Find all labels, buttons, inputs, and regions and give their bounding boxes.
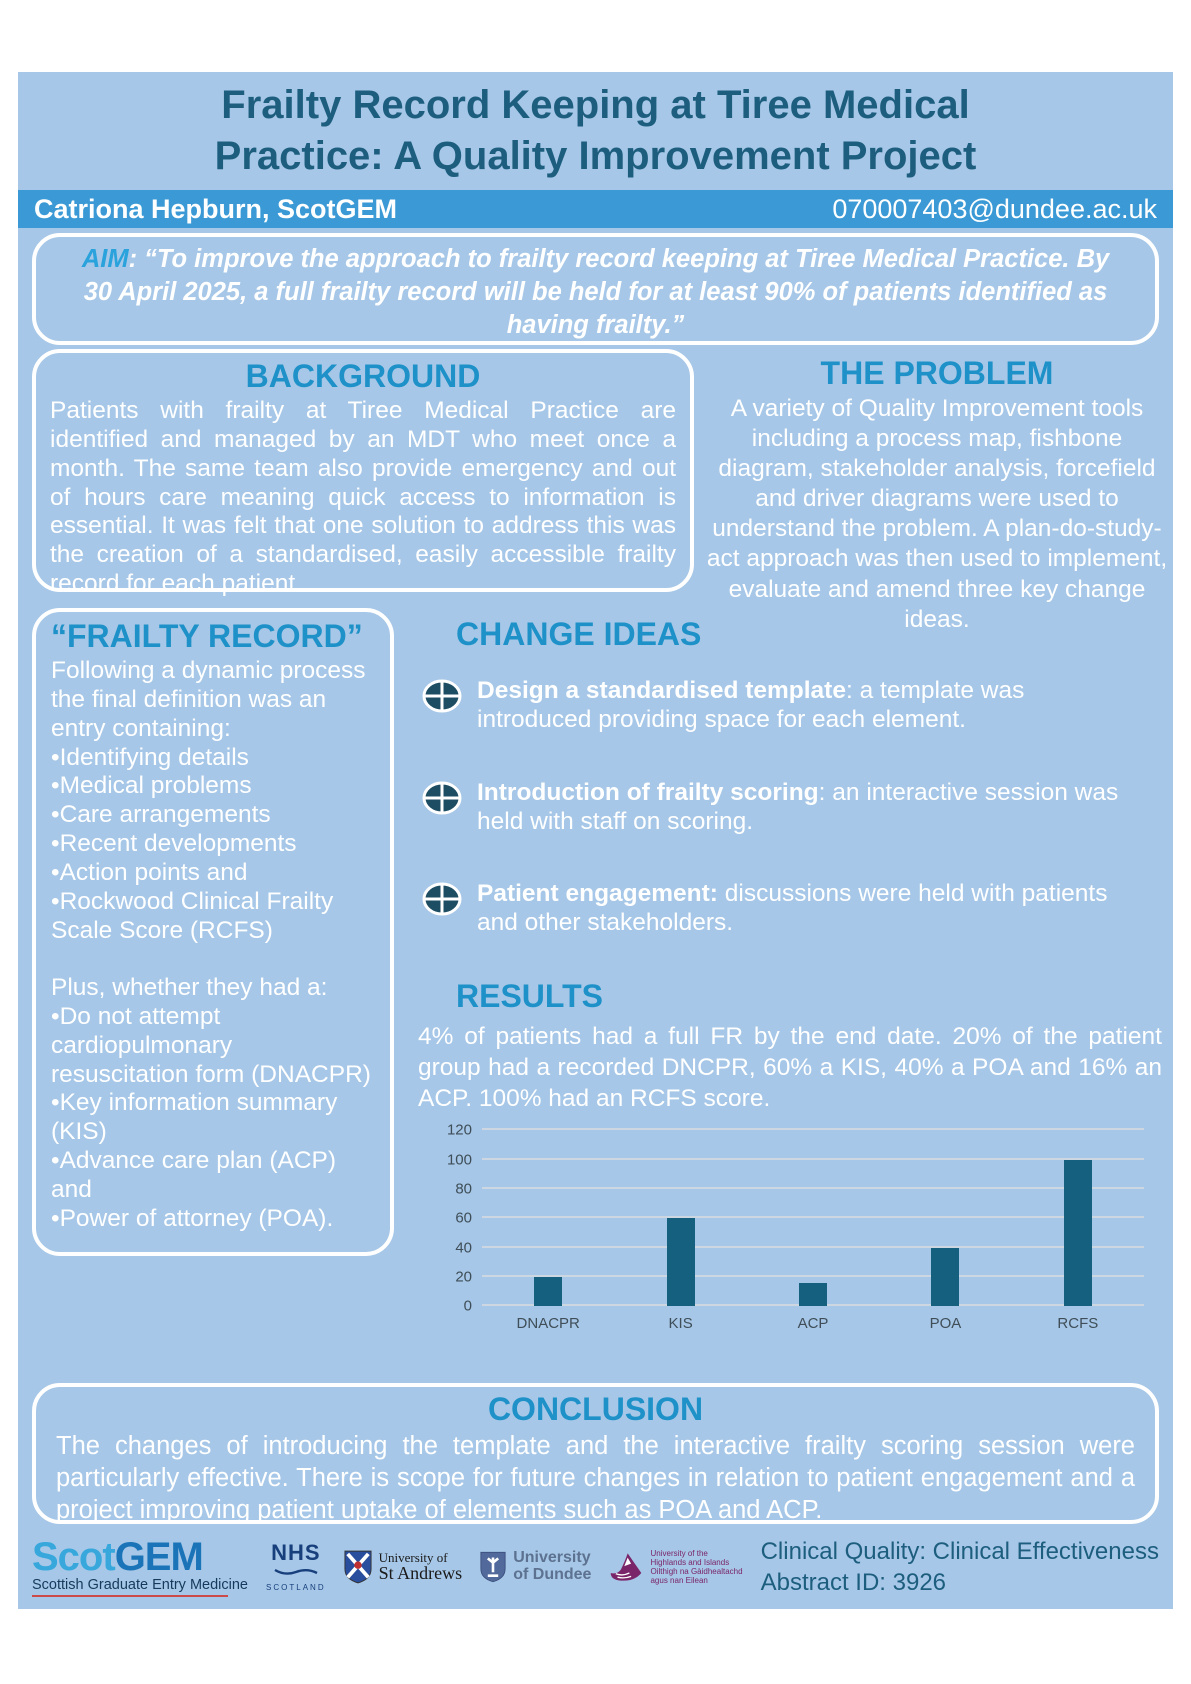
scotgem-rule	[32, 1595, 228, 1597]
circle-cross-icon	[422, 882, 462, 938]
st-andrews-logo	[344, 1550, 463, 1584]
results-chart	[424, 1121, 1144, 1333]
list-item: •Medical problems	[51, 772, 252, 800]
page-title	[18, 80, 1173, 182]
y-tick-label: 0	[463, 1297, 472, 1315]
right-column	[418, 614, 1162, 1332]
scotgem-gem: GEM	[114, 1534, 203, 1579]
footer	[32, 1532, 1159, 1602]
y-tick-label: 20	[455, 1268, 472, 1286]
background-section	[32, 349, 694, 598]
x-tick-label: DNACPR	[516, 1315, 580, 1333]
scotgem-logo	[32, 1534, 248, 1597]
uhi-logo	[609, 1549, 742, 1586]
aim-text: : “To improve the approach to frailty record keeping at Tiree Medical Practice. By 30 April 2025, a full frailty record will be held for at least 90% of patients identified as having frailty.”	[83, 245, 1110, 340]
dundee-line2: of Dundee	[513, 1566, 592, 1583]
frailty-record-body	[51, 657, 375, 1234]
x-tick-label: RCFS	[1057, 1315, 1099, 1333]
uhi-line2: Highlands and Islands	[650, 1557, 730, 1567]
circle-cross-icon	[422, 781, 462, 837]
x-tick-label: POA	[929, 1315, 962, 1333]
nhs-wave-icon	[273, 1567, 319, 1577]
dundee-logo	[480, 1550, 591, 1584]
st-andrews-line1: University of	[378, 1549, 448, 1565]
background-body: Patients with frailty at Tiree Medical Practice are identified and managed by an MDT who meet once a month. The same team also provide emergency and out of hours care meaning quick access to information is essential. It was felt that one solution to address this was the creation of a standardised, easily accessible frailty record for each patient.	[50, 396, 676, 598]
bar-DNACPR	[534, 1277, 562, 1306]
chart-plot	[446, 1121, 1144, 1315]
conclusion-body: The changes of introducing the template and the interactive frailty scoring session were particularly effective. There is scope for future changes in relation to patient engagement and a project improving patient uptake of elements such as POA and ACP.	[56, 1431, 1135, 1525]
y-tick-label: 80	[455, 1180, 472, 1198]
list-item: •Rockwood Clinical Frailty Scale Score (RCFS)	[51, 888, 334, 944]
scotgem-subtitle: Scottish Graduate Entry Medicine	[32, 1576, 248, 1593]
y-tick-label: 100	[446, 1151, 472, 1169]
dundee-line1: University	[513, 1549, 591, 1567]
y-tick-label: 40	[455, 1239, 472, 1257]
change-idea-text	[477, 880, 1125, 938]
list-item: •Identifying details	[51, 743, 249, 771]
bar-RCFS	[1064, 1160, 1092, 1307]
bar-KIS	[667, 1218, 695, 1306]
author-name: Catriona Hepburn, ScotGEM	[34, 193, 398, 224]
st-andrews-line2: St Andrews	[378, 1563, 463, 1584]
bar-slot	[614, 1130, 746, 1306]
change-idea-item	[418, 880, 1162, 938]
footer-clinical-quality: Clinical Quality: Clinical Effectiveness	[760, 1537, 1159, 1565]
uhi-text	[650, 1549, 742, 1586]
list-item: •Do not attempt cardiopulmonary resuscitation form (DNACPR)	[51, 1002, 371, 1088]
title-line-1: Frailty Record Keeping at Tiree Medical	[221, 83, 970, 127]
list-item: •Action points and	[51, 859, 248, 887]
frailty-record-section	[32, 608, 394, 1256]
title-line-2: Practice: A Quality Improvement Project	[214, 134, 977, 179]
bar-slot	[747, 1130, 879, 1306]
dundee-shield-icon	[480, 1551, 506, 1583]
y-tick-label: 60	[455, 1209, 472, 1227]
list-item: •Power of attorney (POA).	[51, 1205, 334, 1233]
list-item: •Care arrangements	[51, 801, 271, 829]
poster	[18, 72, 1173, 1609]
problem-heading: THE PROBLEM	[820, 355, 1054, 391]
author-email: 070007403@dundee.ac.uk	[832, 193, 1157, 224]
background-heading: BACKGROUND	[245, 358, 481, 394]
change-idea-item	[418, 677, 1162, 735]
aim-box	[32, 233, 1159, 345]
bar-POA	[931, 1248, 959, 1307]
aim-label: AIM	[81, 245, 129, 273]
chart-xlabels	[482, 1315, 1144, 1332]
change-idea-item	[418, 779, 1162, 837]
change-idea-rest: : an interactive session was held with staff on scoring.	[477, 778, 1119, 835]
uhi-line3: Oilthigh na Gàidhealtachd	[650, 1567, 743, 1576]
nhs-region-label: SCOTLAND	[266, 1583, 326, 1592]
circle-cross-icon	[422, 679, 462, 735]
frailty-record-heading: “FRAILTY RECORD”	[51, 618, 363, 654]
change-idea-lead: Design a standardised template	[477, 676, 846, 704]
uhi-line4: agus nan Eilean	[650, 1576, 708, 1586]
bar-slot	[482, 1130, 614, 1306]
footer-abstract-info	[761, 1536, 1159, 1598]
bar-series	[482, 1130, 1144, 1306]
change-idea-text	[477, 677, 1125, 735]
change-idea-lead: Patient engagement:	[477, 880, 718, 908]
footer-abstract-id: Abstract ID: 3926	[760, 1569, 947, 1596]
bar-ACP	[799, 1283, 827, 1306]
st-andrews-shield-icon	[344, 1550, 372, 1584]
results-body: 4% of patients had a full FR by the end date. 20% of the patient group had a recorded DNCPR, 60% a KIS, 40% a POA and 16% an ACP. 100% had an RCFS score.	[418, 1023, 1162, 1113]
change-ideas-heading: CHANGE IDEAS	[456, 616, 702, 652]
bar-slot	[879, 1130, 1011, 1306]
problem-section	[706, 353, 1168, 635]
change-idea-rest: discussions were held with patients and other stakeholders.	[477, 880, 1108, 937]
nhs-scotland-logo	[266, 1542, 326, 1592]
results-heading: RESULTS	[456, 978, 603, 1015]
st-andrews-text	[379, 1551, 463, 1584]
problem-body: A variety of Quality Improvement tools including a process map, fishbone diagram, stakeholder analysis, forcefield and driver diagrams were used to understand the problem. A plan-do-study-act approach was then used to implement, evaluate and amend three key change ideas.	[706, 394, 1168, 633]
x-tick-label: KIS	[668, 1315, 693, 1333]
y-tick-label: 120	[446, 1121, 472, 1139]
x-tick-label: ACP	[797, 1315, 829, 1333]
scotgem-wordmark	[32, 1534, 248, 1579]
conclusion-heading: CONCLUSION	[487, 1391, 704, 1427]
dundee-text	[513, 1550, 591, 1584]
list-item: •Key information summary (KIS)	[51, 1089, 338, 1146]
nhs-wordmark: NHS	[271, 1540, 321, 1565]
change-idea-lead: Introduction of frailty scoring	[477, 778, 819, 806]
conclusion-section	[32, 1383, 1159, 1524]
frailty-record-intro: Following a dynamic process the final definition was an entry containing:	[51, 656, 366, 742]
list-item: •Advance care plan (ACP) and	[51, 1147, 337, 1204]
frailty-record-plus-intro: Plus, whether they had a:	[51, 973, 328, 1001]
spacer	[51, 946, 375, 974]
change-idea-text	[477, 779, 1125, 837]
uhi-line1: University of the	[650, 1548, 708, 1558]
bar-slot	[1012, 1130, 1144, 1306]
author-band	[18, 190, 1173, 228]
list-item: •Recent developments	[51, 830, 297, 858]
uhi-mountain-icon	[609, 1552, 643, 1582]
change-idea-rest: : a template was introduced providing space for each element.	[477, 676, 1025, 733]
scotgem-scot: Scot	[32, 1534, 115, 1579]
